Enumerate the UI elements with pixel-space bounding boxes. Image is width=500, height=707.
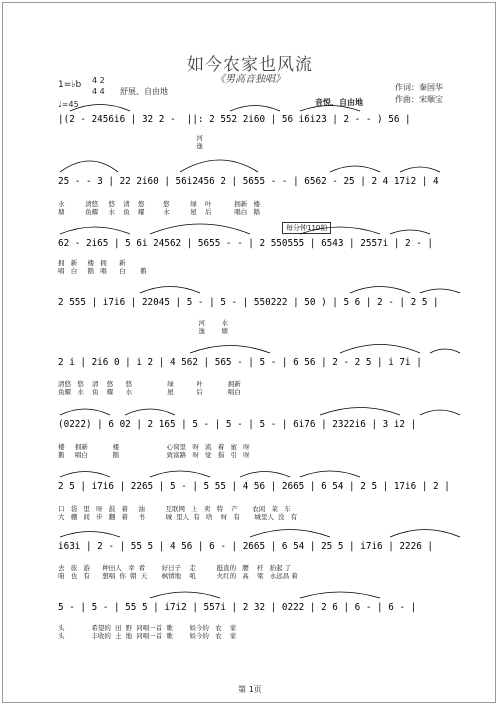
composer-credit: 作曲：宋顺宝 bbox=[395, 95, 443, 104]
lyric-line-9a: 头 希望的 田 野 同唱一首 歌 如今的 农 家 bbox=[58, 624, 237, 632]
tempo-box: 每分钟110拍 bbox=[282, 222, 331, 234]
notation-line-4: 2 555 | i7i6 | 22045 | 5 - | 5 - | 550222 | 50 ) | 5 6 | 2 - | 2 5 | bbox=[58, 297, 439, 308]
lyric-line-3b: 唱 白 鹅 唱 白 鹅 bbox=[58, 267, 147, 275]
notation-line-3: 62 - 2i65 | 5 6i 24562 | 5655 - - | 2 550555 | 6543 | 2557i | 2 - | bbox=[58, 238, 434, 249]
song-title: 如今农家也风流 bbox=[187, 55, 313, 75]
lyric-line-7a: 口 袋 里 呀 鼓 着 油 互联网 上 卖 特 产 农闲 菜 车 bbox=[58, 505, 291, 513]
notation-line-5: 2 i | 2i6 0 | i 2 | 4 562 | 565 - | 5 - | 6 56 | 2 - 2 5 | i 7i | bbox=[58, 357, 422, 368]
lyric-line-7b: 大 棚 间 步 翻 着 书 城 里人 有 啥 呀 有 城里人 没 有 bbox=[58, 513, 298, 521]
lyric-line-9b: 头 丰收的 土 地 同唱一首 歌 如今的 农 家 bbox=[58, 632, 237, 640]
tempo-mark: ♩=45 bbox=[58, 100, 79, 109]
notation-line-8: i63i | 2 - | 55 5 | 4 56 | 6 - | 2665 | 6 54 | 25 5 | i7i6 | 2226 | bbox=[58, 541, 434, 552]
notation-line-1: |(2 - 2456i6 | 32 2 - ||: 2 552 2i60 | 56 i6i23 | 2 - - ) 56 | bbox=[58, 114, 411, 125]
lyric-line-2a: 水 清悠 悠 清 悠 悠 绿 叶 拥新 楼 bbox=[58, 200, 260, 208]
time-signature-top: 4 2 bbox=[92, 76, 105, 85]
lyric-line-4b: 逸 塘 bbox=[58, 327, 229, 335]
lyric-line-6a: 楼 拥新 楼 心窝里 呀 流 着 蜜 呀 bbox=[58, 443, 250, 451]
notation-line-9: 5 - | 5 - | 55 5 | i7i2 | 557i | 2 32 | 0222 | 2 6 | 6 - | 6 - | bbox=[58, 602, 417, 613]
lyric-line-3a: 拥 新 楼 拥 新 bbox=[58, 259, 126, 267]
page-number: 第 1页 bbox=[238, 685, 262, 694]
lyric-line-8b: 咱 也 有 想唱 你 朝 天 枫情地 吼 火红的 高 梁 永远昌 着 bbox=[58, 572, 298, 580]
lyric-line-5a: 清悠 悠 清 悠 悠 绿 叶 拥新 bbox=[58, 380, 241, 388]
lyric-line-1b: 逸 bbox=[58, 142, 203, 150]
lyric-line-2b: 塘 鱼耀 水 鱼 耀 水 屋 后 唱白 鹅 bbox=[58, 208, 260, 216]
lyric-line-4a: 河 水 bbox=[58, 319, 229, 327]
lyric-line-1a: 河 bbox=[58, 134, 203, 142]
key-signature: 1=♭b bbox=[58, 80, 82, 90]
song-subtitle: 《男高音独唱》 bbox=[215, 74, 285, 85]
lyricist-credit: 作词：秦国华 bbox=[395, 83, 443, 92]
lyric-line-6b: 鹅 唱白 鹅 致富路 呀 觉 指 引 呀 bbox=[58, 451, 250, 459]
lyric-line-8a: 去 旅 游 种田人 幸 看 好日子 走 挺直的 腰 杆 抬起 了 bbox=[58, 564, 292, 572]
expression-mark-2: 音悦、自由地 bbox=[315, 98, 363, 107]
lyric-line-5b: 鱼耀 水 鱼 耀 水 屋 后 唱白 bbox=[58, 388, 241, 396]
notation-line-6: (0222) | 6 02 | 2 165 | 5 - | 5 - | 5 - | 6i76 | 2322i6 | 3 i2 | bbox=[58, 419, 417, 430]
time-signature-bottom: 4 4 bbox=[92, 87, 105, 96]
expression-mark-1: 舒展、自由地 bbox=[120, 87, 168, 96]
notation-line-2: 25 - - 3 | 22 2i60 | 56i2456 2 | 5655 - - | 6562 - 25 | 2 4 17i2 | 4 bbox=[58, 176, 439, 187]
notation-line-7: 2 5 | i7i6 | 2265 | 5 - | 5 55 | 4 56 | 2665 | 6 54 | 2 5 | 17i6 | 2 | bbox=[58, 481, 450, 492]
